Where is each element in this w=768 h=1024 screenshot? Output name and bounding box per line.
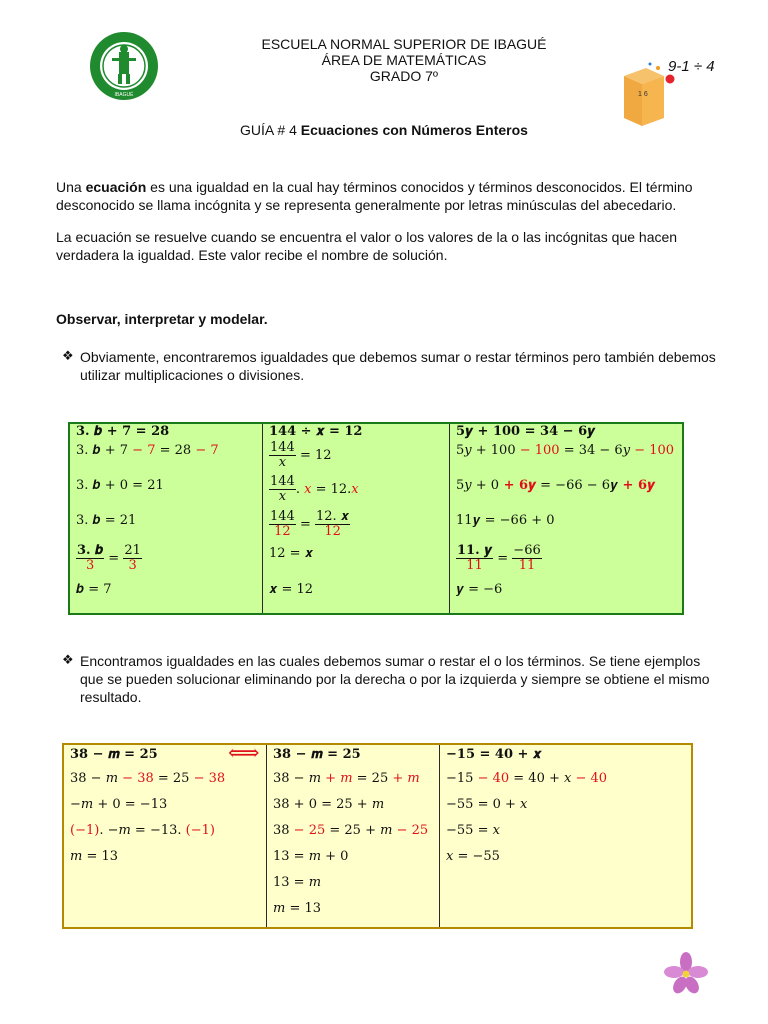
eq-step-fraction: $\frac{144}{\text{𝑥}}$ . 𝑥 = 12.𝑥 (270, 474, 359, 504)
eq-step-fraction: $\frac{\text{3. 𝒃}}{3}$ = $\frac{21}{3}$ (77, 543, 141, 573)
eq-head: 3. 𝒃 + 7 = 28 (76, 424, 170, 439)
eq-step: 12 = 𝒙 (269, 546, 314, 561)
eq-head: 38 − 𝒎 = 25 (70, 747, 158, 762)
eq-solution: 𝒙 = 12 (269, 582, 314, 597)
eq-step: −55 = 𝑥 (446, 823, 500, 838)
deco-numbers: 9-1 ÷ 4 (668, 58, 715, 75)
intro-text-a: Una (56, 179, 86, 195)
flower-icon (664, 952, 708, 996)
equations-table-1 (70, 424, 682, 613)
eq-step: 3. 𝒃 + 7 − 7 = 28 − 7 (76, 443, 219, 458)
eq-solution: 𝒚 = −6 (456, 582, 503, 597)
eq-step: 11𝒚 = −66 + 0 (456, 513, 555, 528)
eq-solution: 𝑥 = −55 (446, 849, 500, 864)
bullet-1-text: Obviamente, encontraremos igualdades que debemos sumar o restar términos pero también debemos utilizar multiplicaciones o divisiones. (80, 349, 716, 383)
guide-title (0, 122, 768, 138)
equations-table-2 (64, 741, 691, 927)
guide-number: GUÍA # 4 (240, 122, 301, 138)
eq-solution: 𝑚 = 13 (273, 901, 322, 916)
table2-column-3 (440, 745, 692, 927)
eq-step-fraction: $\frac{144}{\text{𝑥}}$ = 12 (270, 440, 332, 470)
eq-head: 5𝒚 + 100 = 34 − 6𝒚 (456, 424, 596, 439)
eq-solution: 𝑚 = 13 (70, 849, 119, 864)
intro-paragraph-1 (56, 178, 716, 214)
table1-column-2 (263, 424, 450, 613)
eq-step-fraction: $\frac{\text{11. 𝒚}}{11}$ = $\frac{-66}{11}$ (457, 543, 541, 573)
eq-step: 38 − 25 = 25 + 𝑚 − 25 (273, 823, 429, 838)
double-arrow-icon: ⟺ (228, 741, 260, 766)
header-grade: GRADO 7º (369, 68, 439, 84)
header-school-name: ESCUELA NORMAL SUPERIOR DE IBAGUÉ (261, 36, 547, 52)
eq-step-fraction: $\frac{144}{12}$ = $\frac{\text{12. 𝒙}}{12}$ (270, 509, 350, 539)
table2-column-2 (267, 745, 440, 927)
intro-paragraph-2: La ecuación se resuelve cuando se encuentra el valor o los valores de la o las incógnitas que hacen verdadera la igualdad. Este valor recibe el nombre de solución. (56, 229, 678, 263)
eq-step: 5𝑦 + 0 + 6𝒚 = −66 − 6𝒚 + 6𝒚 (456, 478, 655, 493)
svg-text:IBAGUÉ: IBAGUÉ (114, 92, 134, 98)
table1-column-3 (450, 424, 683, 613)
eq-step: 13 = 𝑚 + 0 (273, 849, 349, 864)
eq-step: 3. 𝒃 + 0 = 21 (76, 478, 164, 493)
flower-decoration-icon (664, 952, 708, 996)
eq-step: 13 = 𝑚 (273, 875, 322, 890)
eq-step: 38 + 0 = 25 + 𝑚 (273, 797, 385, 812)
intro-term-ecuacion: ecuación (85, 179, 147, 195)
table2-column-1 (64, 741, 267, 927)
eq-step: 3. 𝒃 = 21 (76, 513, 137, 528)
math-box-decoration (616, 54, 726, 128)
intro-text-b: es una igualdad en la cual hay términos conocidos y términos desconocidos. El término desconocido se llama incógnita y se representa generalmente por letras minúsculas del abecedario. (56, 179, 693, 213)
svg-text:1 6: 1 6 (638, 91, 648, 98)
eq-step: −15 − 40 = 40 + 𝑥 − 40 (446, 771, 608, 786)
eq-step: 38 − 𝑚 + 𝑚 = 25 + 𝑚 (273, 771, 420, 786)
eq-step: −𝑚 + 0 = −13 (70, 797, 168, 812)
eq-step: 38 − 𝑚 − 38 = 25 − 38 (70, 771, 226, 786)
section-title: Observar, interpretar y modelar. (56, 311, 268, 327)
table1-column-1 (70, 424, 263, 613)
eq-head: 38 − 𝒎 = 25 (273, 747, 361, 762)
bullet-2-text: Encontramos igualdades en las cuales debemos sumar o restar el o los términos. Se tiene ejemplos que se pueden solucionar eliminando por la derecha o por la izquierda y siempre se obtiene el mismo resultado. (80, 653, 710, 705)
header-area: ÁREA DE MATEMÁTICAS (321, 52, 487, 68)
eq-step: (−1). −𝑚 = −13. (−1) (70, 823, 215, 838)
eq-solution: 𝒃 = 7 (76, 582, 112, 597)
bullet-diamond-icon: ❖ (62, 652, 74, 667)
guide-topic: Ecuaciones con Números Enteros (300, 122, 528, 138)
eq-head: −15 = 40 + 𝒙 (446, 747, 542, 762)
bullet-diamond-icon: ❖ (62, 348, 74, 363)
eq-head: 144 ÷ 𝒙 = 12 (269, 424, 363, 439)
eq-step: −55 = 0 + 𝑥 (446, 797, 528, 812)
eq-step: 5𝑦 + 100 − 100 = 34 − 6𝑦 − 100 (456, 443, 675, 458)
